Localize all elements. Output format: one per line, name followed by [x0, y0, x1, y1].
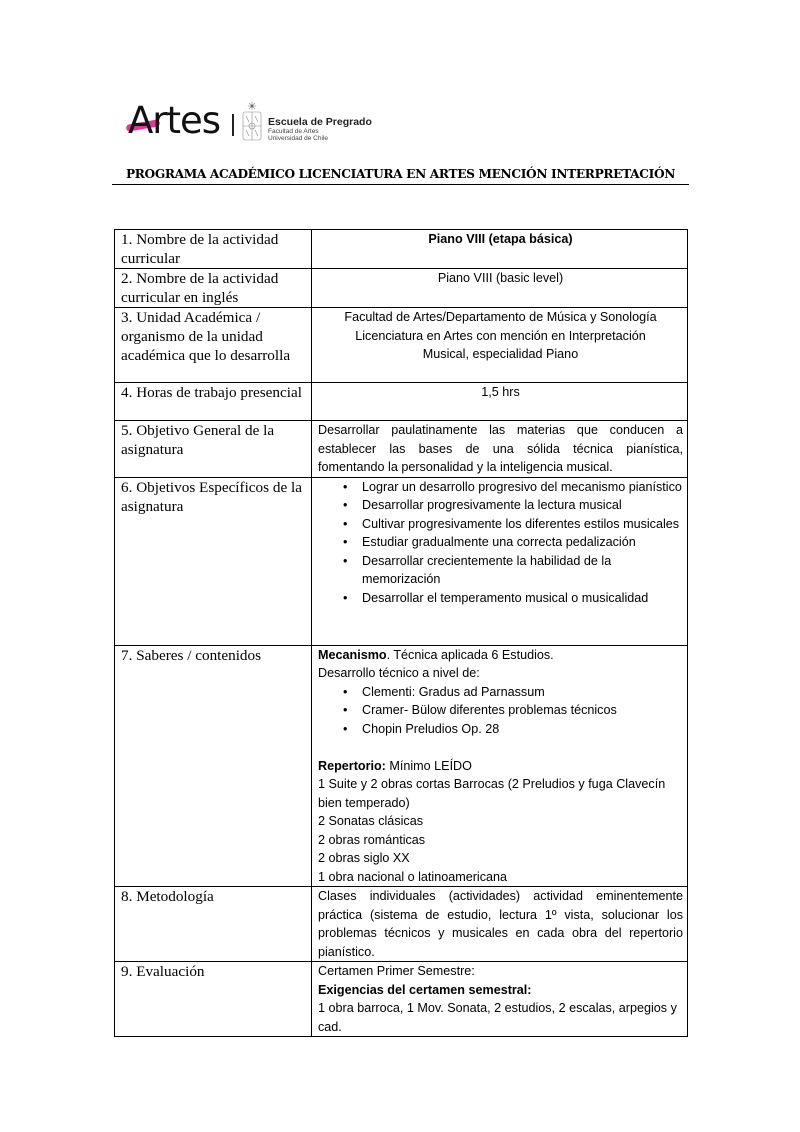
list-item-text: Desarrollar el temperamento musical o musicalidad — [362, 590, 649, 605]
school-name-block — [268, 116, 372, 142]
repertorio-item: 2 obras románticas — [318, 832, 426, 847]
bullet-icon: • — [343, 516, 348, 531]
syllabus-table — [114, 229, 688, 1037]
list-item-text: Chopin Preludios Op. 28 — [362, 721, 500, 736]
table-row — [115, 230, 688, 269]
bullet-icon: • — [343, 498, 348, 512]
contents-value — [312, 645, 688, 887]
academic-unit-line: Licenciatura en Artes con mención en Interpretación — [355, 328, 646, 343]
course-name-value: Piano VIII (etapa básica) — [312, 230, 688, 269]
row-label: 4. Horas de trabajo presencial — [115, 383, 312, 421]
bullet-icon: • — [343, 535, 348, 549]
row-label: 8. Metodología — [115, 887, 312, 962]
list-item-text: Desarrollar progresivamente la lectura musical — [362, 498, 622, 512]
table-row — [115, 962, 688, 1037]
title-underline — [112, 184, 689, 185]
bullet-icon: • — [343, 479, 348, 494]
list-item — [318, 515, 683, 534]
desarrollo-intro: Desarrollo técnico a nivel de: — [318, 666, 480, 680]
bullet-icon: • — [343, 721, 348, 736]
bullet-icon: • — [343, 703, 348, 717]
technical-studies-list — [318, 683, 683, 739]
list-item — [318, 496, 683, 515]
specific-objectives-list — [318, 478, 683, 608]
specific-objectives-value — [312, 477, 688, 645]
logo-wordmark: Artes — [128, 99, 221, 142]
list-item-text: Cramer- Bülow diferentes problemas técnicos — [362, 703, 617, 717]
list-item — [318, 589, 683, 608]
academic-unit-line: Musical, especialidad Piano — [422, 347, 579, 361]
list-item-text: Lograr un desarrollo progresivo del mecanismo pianístico — [362, 479, 682, 494]
repertorio-item: 2 Sonatas clásicas — [318, 814, 424, 828]
academic-unit-line: Facultad de Artes/Departamento de Música y Sonología — [344, 310, 657, 324]
row-label: 5. Objetivo General de la asignatura — [115, 421, 312, 478]
bullet-icon: • — [343, 684, 348, 699]
document-title: PROGRAMA ACADÉMICO LICENCIATURA EN ARTES MENCIÓN INTERPRETACIÓN — [125, 167, 676, 181]
row-label: 7. Saberes / contenidos — [115, 645, 312, 887]
mecanismo-heading: Mecanismo — [318, 647, 387, 662]
table-row — [115, 383, 688, 421]
table-row — [115, 645, 688, 887]
hours-value: 1,5 hrs — [312, 383, 688, 421]
logo-separator — [232, 114, 234, 136]
table-row — [115, 421, 688, 478]
row-label: 2. Nombre de la actividad curricular en inglés — [115, 269, 312, 308]
row-label: 6. Objetivos Específicos de la asignatura — [115, 477, 312, 645]
list-item-text: Clementi: Gradus ad Parnassum — [362, 684, 545, 699]
table-row — [115, 477, 688, 645]
repertorio-heading: Repertorio: — [318, 758, 386, 773]
list-item — [318, 683, 683, 702]
mecanismo-text: . Técnica aplicada 6 Estudios. — [386, 647, 554, 662]
methodology-value: Clases individuales (actividades) actividad eminentemente práctica (sistema de estudio, lectura 1º vista, solucionar los problemas técnicos y musicales en cada obra del repertorio pianístico. — [312, 887, 688, 962]
artes-logo — [128, 98, 388, 148]
list-item-text: Cultivar progresivamente los diferentes estilos musicales — [362, 516, 680, 531]
bullet-icon: • — [343, 590, 348, 605]
course-name-english-value: Piano VIII (basic level) — [312, 269, 688, 308]
list-item-text: Desarrollar crecientemente la habilidad de la memorización — [362, 553, 612, 586]
faculty-name: Facultad de Artes — [268, 128, 319, 135]
repertorio-item: 1 Suite y 2 obras cortas Barrocas (2 Preludios y fuga Clavecín bien temperado) — [318, 777, 666, 810]
general-objective-value: Desarrollar paulatinamente las materias que conducen a establecer las bases de una sólida técnica pianística, fomentando la personalidad y la inteligencia musical. — [312, 421, 688, 478]
list-item — [318, 552, 683, 589]
list-item — [318, 720, 683, 739]
repertorio-item: 1 obra nacional o latinoamericana — [318, 869, 508, 884]
list-item-text: Estudiar gradualmente una correcta pedalización — [362, 535, 636, 549]
repertorio-line — [318, 757, 683, 776]
evaluation-heading: Exigencias del certamen semestral: — [318, 982, 532, 997]
university-name: Universidad de Chile — [268, 135, 328, 142]
table-row — [115, 308, 688, 383]
evaluation-intro: Certamen Primer Semestre: — [318, 964, 475, 978]
bullet-icon: • — [343, 553, 348, 568]
list-item — [318, 478, 683, 497]
mecanismo-line — [318, 646, 683, 665]
evaluation-requirements: 1 obra barroca, 1 Mov. Sonata, 2 estudios, 2 escalas, arpegios y cad. — [318, 1001, 677, 1034]
repertorio-text: Mínimo LEÍDO — [385, 758, 472, 773]
row-label: 9. Evaluación — [115, 962, 312, 1037]
table-row — [115, 887, 688, 962]
spacer — [318, 738, 683, 757]
repertorio-item: 2 obras siglo XX — [318, 851, 410, 865]
list-item — [318, 533, 683, 552]
list-item — [318, 701, 683, 720]
row-label: 3. Unidad Académica / organismo de la unidad académica que lo desarrolla — [115, 308, 312, 383]
academic-unit-value — [312, 308, 688, 383]
row-label: 1. Nombre de la actividad curricular — [115, 230, 312, 269]
university-crest-icon — [241, 101, 263, 143]
school-name: Escuela de Pregrado — [268, 116, 372, 128]
evaluation-value — [312, 962, 688, 1037]
table-row — [115, 269, 688, 308]
